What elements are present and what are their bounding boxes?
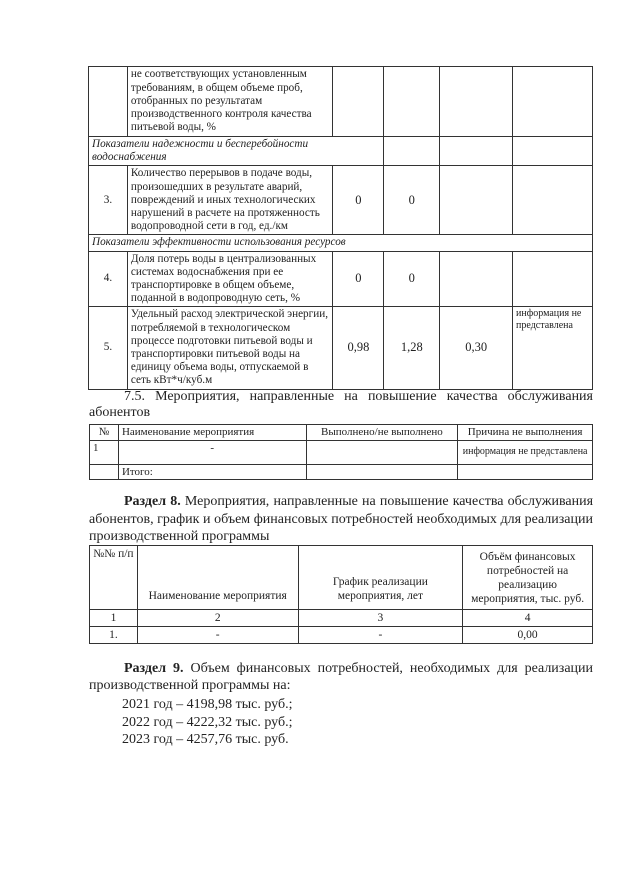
table-row	[89, 67, 593, 137]
indicator-description: Доля потерь воды в централизованных системах водоснабжения при ее транспортировке в общем объеме, поданной в водопроводную сеть, %	[127, 251, 333, 307]
column-header: Объём финансовых потребностей на реализацию мероприятия, тыс. руб.	[463, 546, 593, 610]
section-row	[89, 137, 593, 166]
schedule-cell: -	[298, 627, 463, 644]
column-header: Наименование мероприятия	[118, 425, 306, 441]
measure-name: -	[137, 627, 298, 644]
table-header	[90, 546, 593, 610]
column-header: Причина не выполнения	[458, 425, 593, 441]
table-row	[89, 251, 593, 307]
table-row	[90, 627, 593, 644]
measure-name: -	[118, 440, 306, 464]
value-cell: 0,98	[333, 307, 384, 389]
column-header: Наименование мероприятия	[137, 546, 298, 610]
value-cell: 0	[333, 166, 384, 235]
total-row	[90, 464, 593, 480]
row-number: 4.	[89, 251, 128, 307]
value-cell: 0	[333, 251, 384, 307]
indicator-description: не соответствующих установленным требованиям, в общем объеме проб, отобранных по результатам производственного контроля качества питьевой воды, %	[127, 67, 333, 137]
indicator-description: Удельный расход электрической энергии, потребляемой в технологическом процессе подготовки питьевой воды и транспортировки питьевой воды на единицу объема воды, отпускаемой в сеть кВт*ч/куб.м	[127, 307, 333, 389]
table-header	[90, 425, 593, 441]
row-number: 1.	[90, 627, 138, 644]
section-75-title: 7.5. Мероприятия, направленные на повышение качества обслуживания	[124, 389, 593, 404]
financial-table	[89, 545, 593, 644]
year-amount-2023: 2023 год – 4257,76 тыс. руб.	[122, 732, 289, 747]
section-8-title-cont: абонентов, график и объем финансовых потребностей необходимых для реализации	[89, 512, 593, 527]
column-header: Выполнено/не выполнено	[306, 425, 458, 441]
table-row	[90, 440, 593, 464]
value-cell: 0	[384, 251, 440, 307]
value-cell: 0,30	[440, 307, 513, 389]
indicators-table	[88, 66, 593, 390]
reason-cell: информация не представлена	[458, 440, 593, 464]
section-8-label: Раздел 8.	[124, 494, 181, 509]
column-header: №№ п/п	[90, 546, 138, 610]
section-9-label: Раздел 9.	[124, 661, 184, 676]
column-header: График реализации мероприятия, лет	[298, 546, 463, 610]
section-75-title-cont: абонентов	[89, 405, 151, 420]
section-efficiency: Показатели эффективности использования ресурсов	[89, 235, 593, 251]
section-8-title-cont: производственной программы	[89, 529, 270, 544]
section-reliability: Показатели надежности и бесперебойности водоснабжения	[89, 137, 384, 166]
measure-status	[306, 440, 458, 464]
measures-table	[89, 424, 593, 480]
row-number: 1	[90, 440, 119, 464]
table-row	[89, 166, 593, 235]
amount-cell: 0,00	[463, 627, 593, 644]
section-9-title-cont: производственной программы на:	[89, 678, 291, 693]
indicator-description: Количество перерывов в подаче воды, произошедших в результате аварий, повреждений и иных технологических нарушений в расчете на протяженность водопроводной сети в год, ед./км	[127, 166, 333, 235]
value-cell: 1,28	[384, 307, 440, 389]
column-header: №	[90, 425, 119, 441]
index-row: 1 2 3 4	[90, 610, 593, 627]
value-cell: 0	[384, 166, 440, 235]
section-8-title: Раздел 8. Мероприятия, направленные на повышение качества обслуживания	[124, 494, 594, 509]
row-number: 3.	[89, 166, 128, 235]
total-label: Итого:	[118, 464, 306, 480]
section-row	[89, 235, 593, 251]
year-amount-2022: 2022 год – 4222,32 тыс. руб.;	[122, 715, 293, 730]
year-amount-2021: 2021 год – 4198,98 тыс. руб.;	[122, 697, 293, 712]
table-row	[89, 307, 593, 389]
section-9-title: Раздел 9. Объем финансовых потребностей, необходимых для реализации	[124, 661, 594, 676]
row-number: 5.	[89, 307, 128, 389]
note-cell: информация не представлена	[513, 307, 593, 389]
